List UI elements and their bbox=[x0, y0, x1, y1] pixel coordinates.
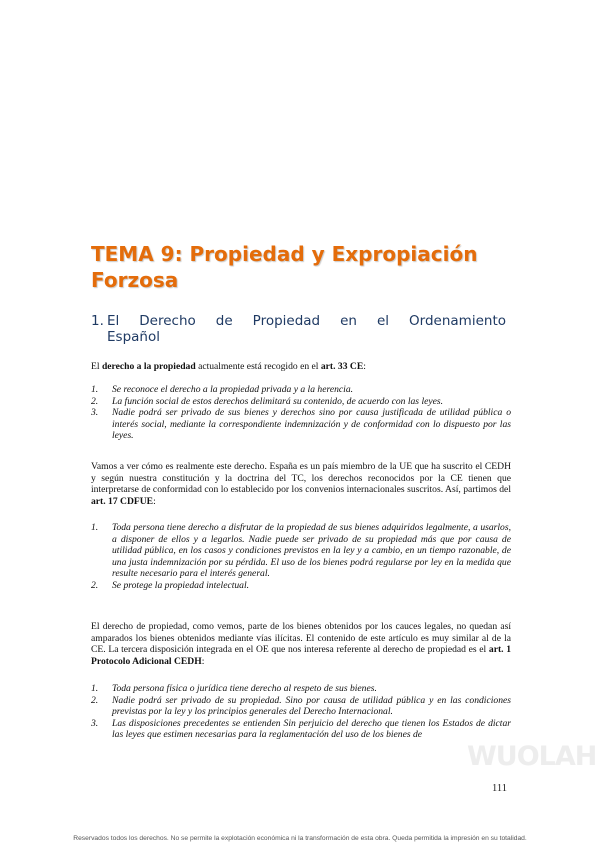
intro-bold-term: derecho a la propiedad bbox=[101, 361, 196, 372]
list-item: 2. Se protege la propiedad intelectual. bbox=[91, 579, 250, 591]
intro-article-ref: art. 33 CE bbox=[320, 361, 364, 372]
list-item: 1. Se reconoce el derecho a la propiedad privada y a la herencia. bbox=[91, 384, 354, 395]
paragraph-protocolo: El derecho de propiedad, como vemos, parte de los bienes obtenidos por los cauces legales, no quedan así amparados los bienes obtenidos mediante vías ilícitas. El contenido de este artículo es muy similar al de la CE. La tercera disposición integrada en el OE que nos interesa referente al derecho de propiedad es el art. 1 Protocolo Adicional CEDH: bbox=[91, 621, 512, 667]
page-title: TEMA 9: Propiedad y Expropiación Forzosa bbox=[91, 242, 478, 292]
list-art33 bbox=[91, 384, 511, 442]
page-number: 111 bbox=[492, 783, 507, 794]
wuolah-watermark: WUOLAH bbox=[467, 741, 597, 772]
section-title-line2: Español bbox=[107, 329, 160, 345]
list-item: 2. Nadie podrá ser privado de su propiedad. Sino por causa de utilidad pública y en las condiciones previstas por la ley y los principios generales del Derecho Internacional. bbox=[91, 694, 511, 718]
copyright-footer: Reservados todos los derechos. No se permite la explotación económica ni la transformación de esta obra. Queda permitida la impresión en su totalidad. bbox=[73, 835, 527, 842]
list-item: 3. Nadie podrá ser privado de sus bienes y derechos sino por causa justificada de utilidad pública o interés social, mediante la correspondiente indemnización y de conformidad con lo dispuesto por las leyes. bbox=[91, 407, 511, 442]
section-title-line1: El Derecho de Propiedad en el Ordenamiento bbox=[107, 313, 506, 329]
list-item: 1. Toda persona física o jurídica tiene derecho al respeto de sus bienes. bbox=[91, 683, 377, 694]
list-item: 2. La función social de estos derechos delimitará su contenido, de acuerdo con las leyes. bbox=[91, 395, 444, 407]
section-heading bbox=[91, 313, 506, 345]
paragraph-cdfue: Vamos a ver cómo es realmente este derecho. España es un país miembro de la UE que ha suscrito el CEDH y según nuestra constitución y la doctrina del TC, los derechos reconocidos por la CE tienen que interpretarse de conformidad con lo establecido por los convenios internacionales suscritos. Así, partimos del art. 17 CDFUE: bbox=[91, 461, 511, 507]
protocolo-article-ref: art. 1 Protocolo Adicional CEDH bbox=[91, 644, 512, 667]
list-item: 1. Toda persona tiene derecho a disfrutar de la propiedad de sus bienes adquiridos legalmente, a usarlos, a disponer de ellos y a legarlos. Nadie puede ser privado de su propiedad más que por causa de utilidad pública, en los casos y condiciones previstos en la ley y a cambio, en un tiempo razonable, de una justa indemnización por su pérdida. El uso de los bienes podrá regularse por ley en la medida que resulte necesario para el interés general. bbox=[91, 522, 511, 580]
section-number: 1. bbox=[91, 313, 104, 329]
list-item: 3. Las disposiciones precedentes se entienden Sin perjuicio del derecho que tienen los Estados de dictar las leyes que estimen necesarias para la reglamentación del uso de los bienes de bbox=[91, 717, 511, 741]
list-protocolo bbox=[91, 683, 511, 741]
list-art17 bbox=[91, 522, 511, 592]
cdfue-article-ref: art. 17 CDFUE bbox=[91, 495, 154, 507]
intro-paragraph: El derecho a la propiedad actualmente está recogido en el art. 33 CE: bbox=[91, 361, 366, 372]
